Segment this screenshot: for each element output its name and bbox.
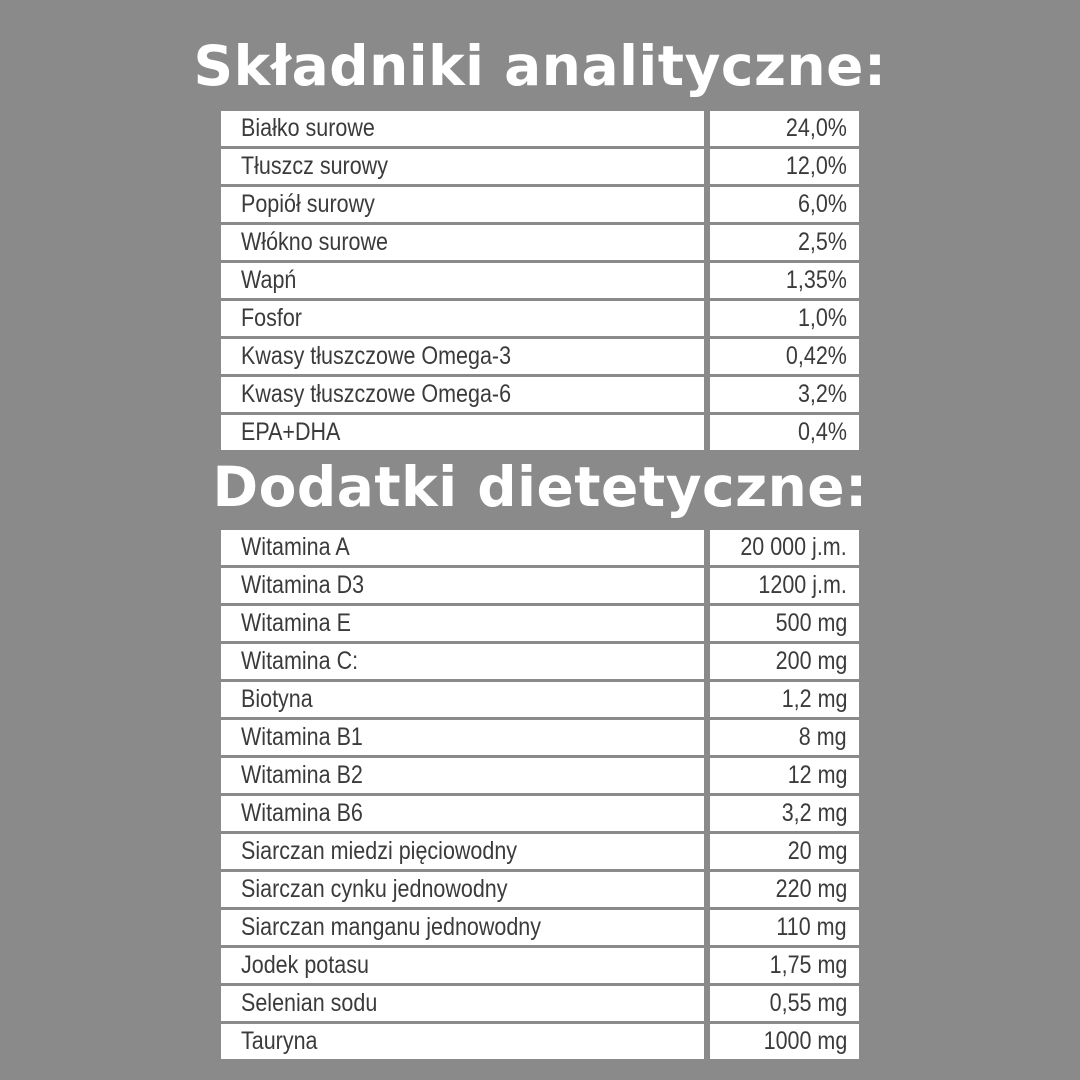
ingredient-value-cell bbox=[710, 530, 859, 565]
dietary-additives-title: Dodatki dietetyczne: bbox=[212, 455, 868, 519]
ingredient-name-cell bbox=[221, 948, 704, 983]
ingredient-name: Tłuszcz surowy bbox=[241, 152, 388, 180]
ingredient-name: Siarczan cynku jednowodny bbox=[241, 875, 508, 903]
ingredient-value-cell bbox=[710, 415, 859, 450]
ingredient-value: 8 mg bbox=[799, 723, 847, 751]
table-row bbox=[221, 796, 859, 831]
ingredient-value: 500 mg bbox=[775, 609, 847, 637]
ingredient-name-cell bbox=[221, 530, 704, 565]
ingredient-value-cell bbox=[710, 568, 859, 603]
ingredient-value: 1000 mg bbox=[763, 1027, 847, 1055]
table-row bbox=[221, 682, 859, 717]
table-row bbox=[221, 263, 859, 298]
table-row bbox=[221, 834, 859, 869]
ingredient-value: 1200 j.m. bbox=[758, 571, 847, 599]
ingredient-value: 200 mg bbox=[775, 647, 847, 675]
ingredient-name: Witamina D3 bbox=[241, 571, 365, 599]
ingredient-value-cell bbox=[710, 796, 859, 831]
table-row bbox=[221, 149, 859, 184]
ingredient-value-cell bbox=[710, 606, 859, 641]
ingredient-name: Kwasy tłuszczowe Omega-3 bbox=[241, 342, 512, 370]
table-row bbox=[221, 377, 859, 412]
ingredient-value: 12 mg bbox=[787, 761, 847, 789]
ingredient-name: Siarczan manganu jednowodny bbox=[241, 913, 542, 941]
ingredient-name-cell bbox=[221, 872, 704, 907]
ingredient-name: Białko surowe bbox=[241, 114, 375, 142]
ingredient-value-cell bbox=[710, 377, 859, 412]
ingredient-value: 2,5% bbox=[797, 228, 847, 256]
ingredient-value-cell bbox=[710, 263, 859, 298]
ingredient-name-cell bbox=[221, 682, 704, 717]
ingredient-name-cell bbox=[221, 149, 704, 184]
ingredient-name-cell bbox=[221, 301, 704, 336]
ingredient-value: 110 mg bbox=[776, 913, 847, 941]
table-row bbox=[221, 644, 859, 679]
analytical-constituents-table bbox=[221, 111, 859, 453]
table-row bbox=[221, 872, 859, 907]
ingredient-name-cell bbox=[221, 263, 704, 298]
table-row bbox=[221, 568, 859, 603]
ingredient-value: 6,0% bbox=[797, 190, 847, 218]
ingredient-value-cell bbox=[710, 720, 859, 755]
ingredient-value: 12,0% bbox=[786, 152, 847, 180]
ingredient-name-cell bbox=[221, 339, 704, 374]
ingredient-value-cell bbox=[710, 948, 859, 983]
ingredient-value: 0,4% bbox=[797, 418, 847, 446]
ingredient-value: 220 mg bbox=[775, 875, 847, 903]
ingredient-name-cell bbox=[221, 225, 704, 260]
ingredient-name: Wapń bbox=[241, 266, 297, 294]
table-row bbox=[221, 415, 859, 450]
ingredient-name: Popiół surowy bbox=[241, 190, 375, 218]
ingredient-name: Witamina B6 bbox=[241, 799, 363, 827]
table-row bbox=[221, 301, 859, 336]
ingredient-name: Witamina B2 bbox=[241, 761, 363, 789]
table-row bbox=[221, 606, 859, 641]
ingredient-name-cell bbox=[221, 606, 704, 641]
ingredient-name-cell bbox=[221, 415, 704, 450]
ingredient-name-cell bbox=[221, 986, 704, 1021]
table-row bbox=[221, 187, 859, 222]
ingredient-name: Fosfor bbox=[241, 304, 302, 332]
ingredient-value: 0,42% bbox=[786, 342, 847, 370]
table-row bbox=[221, 758, 859, 793]
ingredient-value-cell bbox=[710, 910, 859, 945]
dietary-additives-table bbox=[221, 530, 859, 1062]
ingredient-value-cell bbox=[710, 111, 859, 146]
table-row bbox=[221, 530, 859, 565]
ingredient-value: 24,0% bbox=[786, 114, 847, 142]
ingredient-name: Witamina B1 bbox=[241, 723, 363, 751]
table-row bbox=[221, 1024, 859, 1059]
ingredient-value: 0,55 mg bbox=[769, 989, 847, 1017]
ingredient-name: Włókno surowe bbox=[241, 228, 388, 256]
ingredient-name: Kwasy tłuszczowe Omega-6 bbox=[241, 380, 512, 408]
table-row bbox=[221, 910, 859, 945]
ingredient-name: Selenian sodu bbox=[241, 989, 378, 1017]
ingredient-name: EPA+DHA bbox=[241, 418, 341, 446]
ingredient-name-cell bbox=[221, 377, 704, 412]
ingredient-value-cell bbox=[710, 301, 859, 336]
table-row bbox=[221, 948, 859, 983]
ingredient-value-cell bbox=[710, 986, 859, 1021]
ingredient-name-cell bbox=[221, 568, 704, 603]
analytical-constituents-title: Składniki analityczne: bbox=[193, 34, 887, 98]
ingredient-value-cell bbox=[710, 682, 859, 717]
ingredient-value-cell bbox=[710, 834, 859, 869]
ingredient-name-cell bbox=[221, 910, 704, 945]
ingredient-name: Siarczan miedzi pięciowodny bbox=[241, 837, 518, 865]
ingredient-name: Biotyna bbox=[241, 685, 313, 713]
ingredient-value-cell bbox=[710, 1024, 859, 1059]
ingredient-name-cell bbox=[221, 834, 704, 869]
ingredient-value: 20 mg bbox=[787, 837, 847, 865]
ingredient-name-cell bbox=[221, 720, 704, 755]
ingredient-name-cell bbox=[221, 1024, 704, 1059]
ingredient-value-cell bbox=[710, 225, 859, 260]
ingredient-value: 20 000 j.m. bbox=[740, 533, 847, 561]
ingredient-value: 3,2% bbox=[797, 380, 847, 408]
table-row bbox=[221, 986, 859, 1021]
ingredient-name: Witamina A bbox=[241, 533, 350, 561]
ingredient-name-cell bbox=[221, 758, 704, 793]
ingredient-value-cell bbox=[710, 758, 859, 793]
ingredient-name-cell bbox=[221, 187, 704, 222]
table-row bbox=[221, 720, 859, 755]
ingredient-value: 1,35% bbox=[786, 266, 847, 294]
ingredient-name-cell bbox=[221, 796, 704, 831]
table-row bbox=[221, 225, 859, 260]
ingredient-name: Witamina E bbox=[241, 609, 351, 637]
table-row bbox=[221, 339, 859, 374]
ingredient-value: 3,2 mg bbox=[781, 799, 847, 827]
ingredient-name: Tauryna bbox=[241, 1027, 318, 1055]
ingredient-name: Jodek potasu bbox=[241, 951, 369, 979]
ingredient-value: 1,2 mg bbox=[781, 685, 847, 713]
ingredient-name-cell bbox=[221, 644, 704, 679]
ingredient-value: 1,75 mg bbox=[769, 951, 847, 979]
ingredient-name-cell bbox=[221, 111, 704, 146]
ingredient-value-cell bbox=[710, 339, 859, 374]
table-row bbox=[221, 111, 859, 146]
ingredient-value-cell bbox=[710, 187, 859, 222]
ingredient-name: Witamina C: bbox=[241, 647, 359, 675]
ingredient-value-cell bbox=[710, 644, 859, 679]
ingredient-value-cell bbox=[710, 149, 859, 184]
ingredient-value: 1,0% bbox=[797, 304, 847, 332]
ingredient-value-cell bbox=[710, 872, 859, 907]
